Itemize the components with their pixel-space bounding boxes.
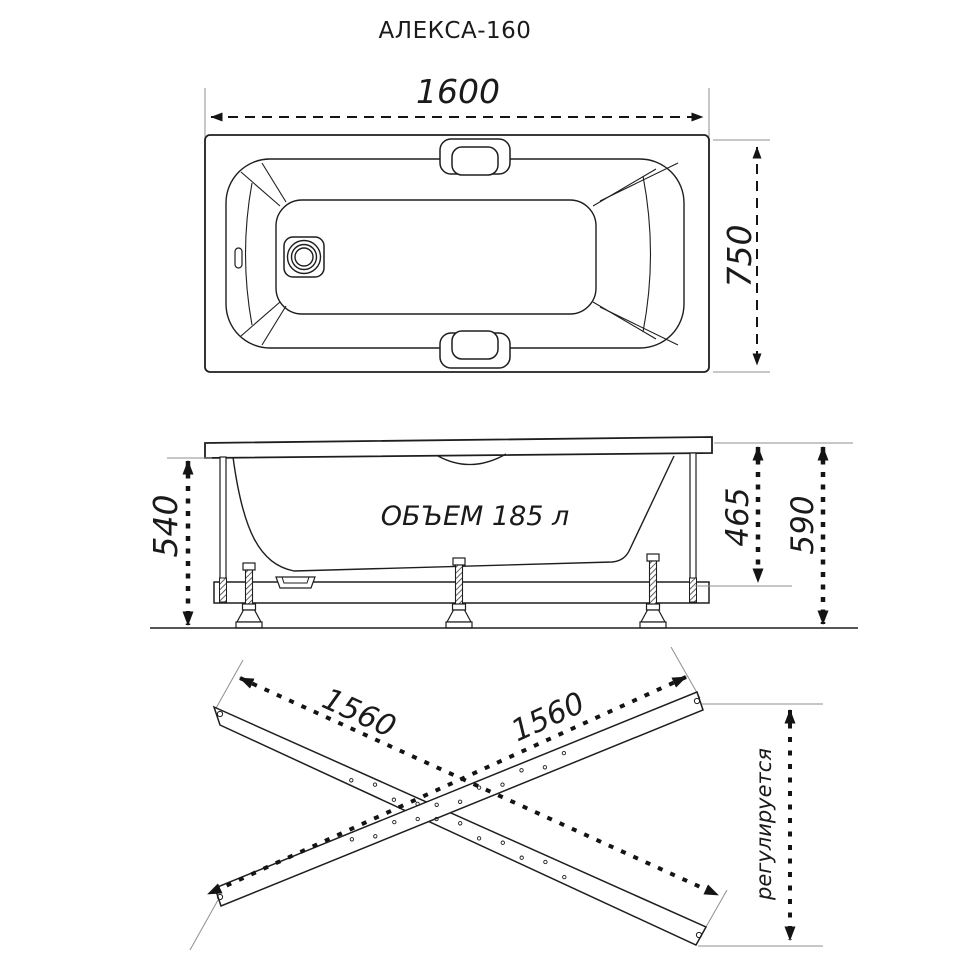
- dimension-height-590: [785, 447, 823, 624]
- cross-rail-left: [214, 707, 706, 945]
- dimension-width-label: 750: [720, 224, 759, 288]
- foot-flange: [647, 554, 659, 561]
- drain: [284, 237, 324, 277]
- foot-collar: [647, 604, 660, 610]
- support-rod-left-thread: [220, 578, 227, 602]
- foot-flange: [453, 558, 465, 565]
- foot-base: [640, 622, 666, 628]
- dimension-rail-left-label: 1560: [316, 681, 401, 746]
- drain-plate: [284, 237, 324, 277]
- drain-fitting-side: [276, 577, 315, 588]
- rail-extension-lines: [190, 647, 823, 950]
- dimension-length-1600: [205, 72, 709, 137]
- foot-cone: [641, 610, 665, 622]
- foot-base: [446, 622, 472, 628]
- foot-base: [236, 622, 262, 628]
- foot-cone: [447, 610, 471, 622]
- support-rod-left: [220, 457, 226, 582]
- tub-rim-side: [205, 437, 712, 458]
- dimension-height-465: [695, 443, 853, 586]
- foot-collar: [243, 604, 256, 610]
- foot-threaded-rod: [246, 570, 253, 606]
- dimension-width-750: [713, 140, 770, 372]
- handle-top: [440, 139, 510, 175]
- dimension-height-540: [146, 458, 212, 625]
- dimension-rail-right-1560: [208, 677, 686, 894]
- dimension-length-label: 1600: [416, 72, 500, 111]
- handle-bottom-inner: [452, 331, 498, 359]
- support-rod-right: [690, 453, 696, 582]
- foot-threaded-rod: [456, 565, 463, 606]
- handle-top-inner: [452, 147, 498, 175]
- dimension-adjustable: [752, 710, 790, 940]
- adjustable-label: регулируется: [752, 748, 776, 900]
- dimension-465-label: 465: [720, 487, 756, 547]
- support-rod-right-thread: [690, 578, 697, 602]
- volume-label: ОБЪЕМ 185 л: [380, 501, 570, 532]
- foot-collar: [453, 604, 466, 610]
- dimension-590-label: 590: [785, 495, 821, 555]
- side-view: [146, 437, 858, 628]
- drawing-title: АЛЕКСА-160: [378, 18, 532, 44]
- top-view: [205, 72, 770, 372]
- overflow-slot: [235, 248, 242, 268]
- dimension-540-label: 540: [146, 494, 185, 558]
- foot-flange: [243, 563, 255, 570]
- foot-threaded-rod: [650, 561, 657, 606]
- dimension-rail-right-label: 1560: [506, 685, 591, 750]
- foot-cone: [237, 610, 261, 622]
- bottom-view: [190, 647, 823, 950]
- handle-bottom: [440, 331, 510, 368]
- cross-rail-right: [215, 692, 703, 906]
